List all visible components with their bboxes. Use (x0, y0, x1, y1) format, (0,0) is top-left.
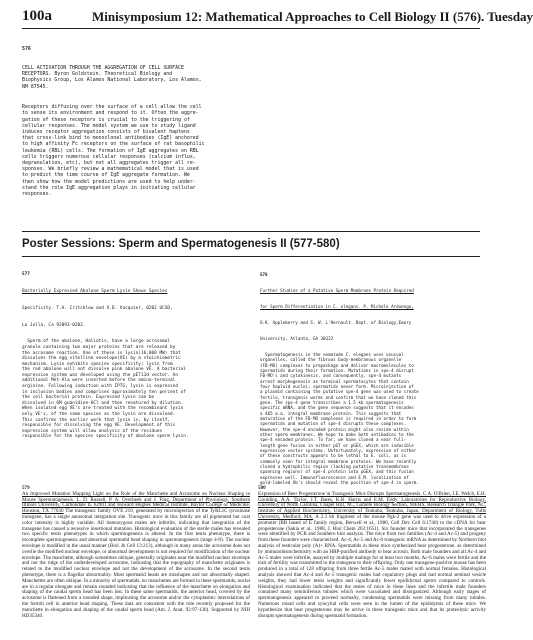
abstract-body: Receptors diffusing over the surface of a cell allow the cell to sense its environment and respond to it. Often the aggre- gation of these receptors is crucial to the triggering of cellular responses. The model system we use to study ligand induces receptor aggregation consists of bivalent haptens that cross-link bind to monoclonal antibodies (IgE) anchored to high affinity Fc receptors on the surface of rat basophilic leukemia (RBL) cells. The formation of IgE aggregates on RBL cells triggers numerous cellular responses (calcium influx, degranulation, etc), but not all aggregates trigger all re- sponses. We briefly review a mathematical model that is used to predict the time course of IgE aggregate formation. We then show how the model predictions are used to help under- stand the role IgE aggregation plays in initiating cellular responses. (22, 104, 205, 198)
abstract-title-line: for Sperm Differentiation in C. elegans. P. Michele Arduengo, (260, 303, 414, 309)
header-rule (22, 28, 480, 29)
abstract-578 (260, 261, 485, 486)
abstract-577 (22, 261, 254, 440)
section-rule-bottom (22, 256, 480, 257)
abstract-title: CELL ACTIVATION THROUGH THE AGGREGATION OF CELL SURFACE RECEPTORS. Byron Goldstein. Theoretical Biology and Biophysics Group, Los Alamos National Laboratory, Los Alamos, NM 87545. (22, 65, 202, 90)
abstract-number: 577 (22, 272, 30, 278)
abstract-number: 576 (22, 46, 31, 53)
abstract-body: The transgenic family OVE 210, generated by microinjection of the TyRL1C tyrosinase transgene, has a single autosomal integration site. Transgenic mice in this family are all pigmented but coat color intensity is highly variable. All homozygous males are infertile, indicating that integration of the transgene has caused a recessive insertional mutation. Histological evaluation of the sterile males has revealed two specific testis phenotypes in which spermiogenesis is altered. In the first testis phenotype, there is incomplete spermiogenesis and abnormal spermatid head shaping in spermatogenesis (stage 4-8). The nuclear envelope is modified in the usual manner (Biol. & Cell 13:213), although in many areas the acrosome does not overlie the modified nuclear envelope, or abnormal development is not required for modification of the nuclear envelope. The manchette, although sometimes oblique, generally originates near the modified nuclear envelope and not the ridge of the underdeveloped acrosome, indicating that the topography of manchette originates is related to the modified nuclear envelope and not the development of the acrosome. In the second testis phenotype, there is a flagellar abnormality. Most spermatid heads are misshapen and not abnormally shaped. Manchettes are often oblique. In a minority of spermatids, no manchettes are formed in these spermatids, nuclei are in a regular elongate and remain rounded indicating that the influence of the manchette on elongation and shaping of the caudal sperm head has been lost. In these same spermatids, the anterior head, covered by the acrosome is flattened from a rounded shape, implicating the acrosome and/or the cytoplasmic interrelations of the Sertoli cell in anterior head shaping. These data are consistent with the role recently proposed for the manchette in elongation and shaping of the caudal sperm head (Am. J. Anat. 92:97-130). Supported by NIH HD35340. (22, 508, 250, 619)
page-header (22, 8, 533, 28)
abstract-number: 579 (22, 485, 30, 491)
abstract-title-line: La Jolla, Ca 92093-0202. (22, 322, 86, 328)
abstract-number: 580 (258, 485, 266, 491)
abstract-title-line: Further Studies of a Putative Sperm Membrane Protein Required (260, 287, 414, 293)
running-title: Minisymposium 12: Mathematical Approaches to Cell Biology II (576). Tuesday (92, 9, 533, 24)
abstract-body: Sperm of the abalone, Haliotis, have a large acrosomal granule containing two major proteins that are released by the acrosome reaction. One of these is lysin(16,000 MW) that dissolves the egg vitelline envelope(VE) by a stoichiometric mechanism. Lysin exhibits species specificity; lysin from the red abalone will not dissolve pink abalone VE. A bacterial expression system was developed using the pET11d vector. An additional Met-Ala were inserted before the amino-terminal arginine. Following induction with IPTG, lysin is expressed in inclusion bodies and comprises approximately ten percent of the cell bacterial protein. Expressed lysin can be dissolved in 6M guanidine-HCl and then renatured by dilution. When isolated egg VE's are treated with the recombinant lysin only VE's, of the same species as the lysin are dissolved. This confirms the earlier work that lysin is, by itself, responsible for dissolving the egg VE. Development of this expression system will allow analysis of the residues responsible for the species specificity of abalone sperm lysin. (22, 339, 189, 440)
abstract-title-line: Bacterially Expressed Abalone Sperm Lysin Shows Species (22, 288, 168, 294)
abstract-title-line: O.K. Appleberry and S. W. L'Hernault. Dept. of Biology,Emory (260, 319, 412, 325)
abstract-576 (22, 34, 342, 224)
abstract-number: 578 (260, 271, 268, 277)
section-title: Poster Sessions: Sperm and Spermatogenesis II (577-580) (22, 238, 340, 250)
section-rule-top (22, 231, 480, 232)
abstract-579 (22, 486, 250, 636)
abstract-body: Spermatogenesis in the nematode C. elegans uses unusual organelles, called the fibrous body-membranous organelle (FB-MO) complexes to prepackage and deliver macromolecules to spermatids during their formation. Mutations in spe-4 disrupt FB-MO's and cytokinesis, and consequently, spe-4 mutants arrest morphogenesis as terminal spermatocytes that contain four haploid nuclei; spermatids never form. Microinjection of a plasmid containing the putative spe-4 gene was used to create fertile, transgenic worms and confirm that we have cloned this gene. The spe-4 gene transcribes a 1.5 kb spermatogenesis specific mRNA, and the gene sequence suggests that it encodes a 465 a.a. integral membrane protein. This suggests that maturation of the FB-MO complexes is required in order to form spermatids and mutation of spe-4 disrupts these complexes. However, the spe-4 encoded protein might also reside within other sperm membranes. We hope to make both antibodies to the spe-4 encoded protein. To far, we have cloned a near full- length gene fusion in either pGT or pGEX, which are inducible expression vector systems. Unfortunately, expression of either of these constructs appears to be lethal to E. coli, as is commonly seen for integral membrane proteins. We have recently cloned a hydrophilic region (lacking putative transmembrane spanning regions) of spe-4 protein into pGEX, and this fusion expresses well. Immunofluorescence and E.M. localization of gold-labeled Ab's should reveal the position of spe-4 in sperm. (260, 351, 419, 486)
page-number: 100a (22, 8, 52, 24)
abstract-580 (258, 486, 486, 636)
abstract-title-line: Specificity. T.A. Critchlow and V.D. Vacquier, 0202 UCSD, (22, 305, 173, 311)
abstract-title-line: University, Atlanta, GA 30322 (260, 335, 334, 341)
abstract-title: An Improved Mutation Mapping Light on the Role of the Manchette and Acrosome on Nucleus Shaping in Mouse Spermatogenesis. L. D. Russell, P. A. Overbeek and J. Fing, Department of Physiology, Southern Illinois University, Carbondale IL 62901 and Howard Hughes Medical Institute, Baylor College of Medicine, Houston, TX 77030 (22, 490, 250, 515)
abstract-title: Expression of Beer Progesterone in Transgenic Mice Disrupts Spermatogenesis. C.A. O'Brien, J.E. Welch, E.H. Goulding, A.A. Taylor, J.T. Bates, K.B. Harris and E.M. Eddy. Laboratories for Reproductive Biology, University of North Carolina, Chapel Hill, NC, Gamete Biology Section, NIEHS, Research Triangle Park, NC, Institute of Applied Biochemistry, University of Tsukuba, Tsukuba, Japan, Department of Biology, Tufts University, Medford, MA. (258, 490, 486, 520)
abstract-body: A 2.3 kb fragment of the mouse Pgk-2 gene was used to drive expression of a promoter (BB based of E family region, Berwell et al., 1986, Cell Dev Cell 6:1740) to the cDNA for bear progesterone (Sakia et al., 1988, J. Biol Chem 263:1651). Six founder mice that incorporated the transgenes were identified by PCR and Southern blot analysis. The mice from two families (Ac-4 and Ac-5) and progeny from these founders were characterized. Ac-4, Ac-5 and Ac-6 transgenic mRNA as determined by Northern blot analysis of testicular poly (A)+ RNA. Spermatids in these mice synthesized bear progesterone, as determined by immunohistochemistry with an HRP-purified antibody to bear acrosin. Both male founders and all Ac-4 and Ac-5 males were infertile, assayed by multiple matings for at least two months. Ac-6 males were fertile and the trait of fertility was transmitted to the transgene to their offspring. Only one transgene-positive mouse has been produced in a total of 128 offspring from three fertile Ac-5 males mated with normal females. Histological analysis showed that Ac-4 and Ac-5 transgenic males had copulatory plugs and had normal seminal vesicle weights, they had lower testis weights and significantly fewer epididymal sperm compared to controls. Histological examination indicated that the testes of mice in these lines and the infertile male founders contained many seminiferous tubules which were vacuolated and disorganized. Although early stages of spermatogenesis appeared to proceed normally, condensing spermatids were missing from many tubules. Numerous round cells and syncytial cells were seen in the lumen of the epididymis of these mice. We hypothesize that bear progesterone may be active in these transgenic mice and that its proteolytic activity disrupts spermatogenesis during spermatid formation. (258, 513, 486, 619)
